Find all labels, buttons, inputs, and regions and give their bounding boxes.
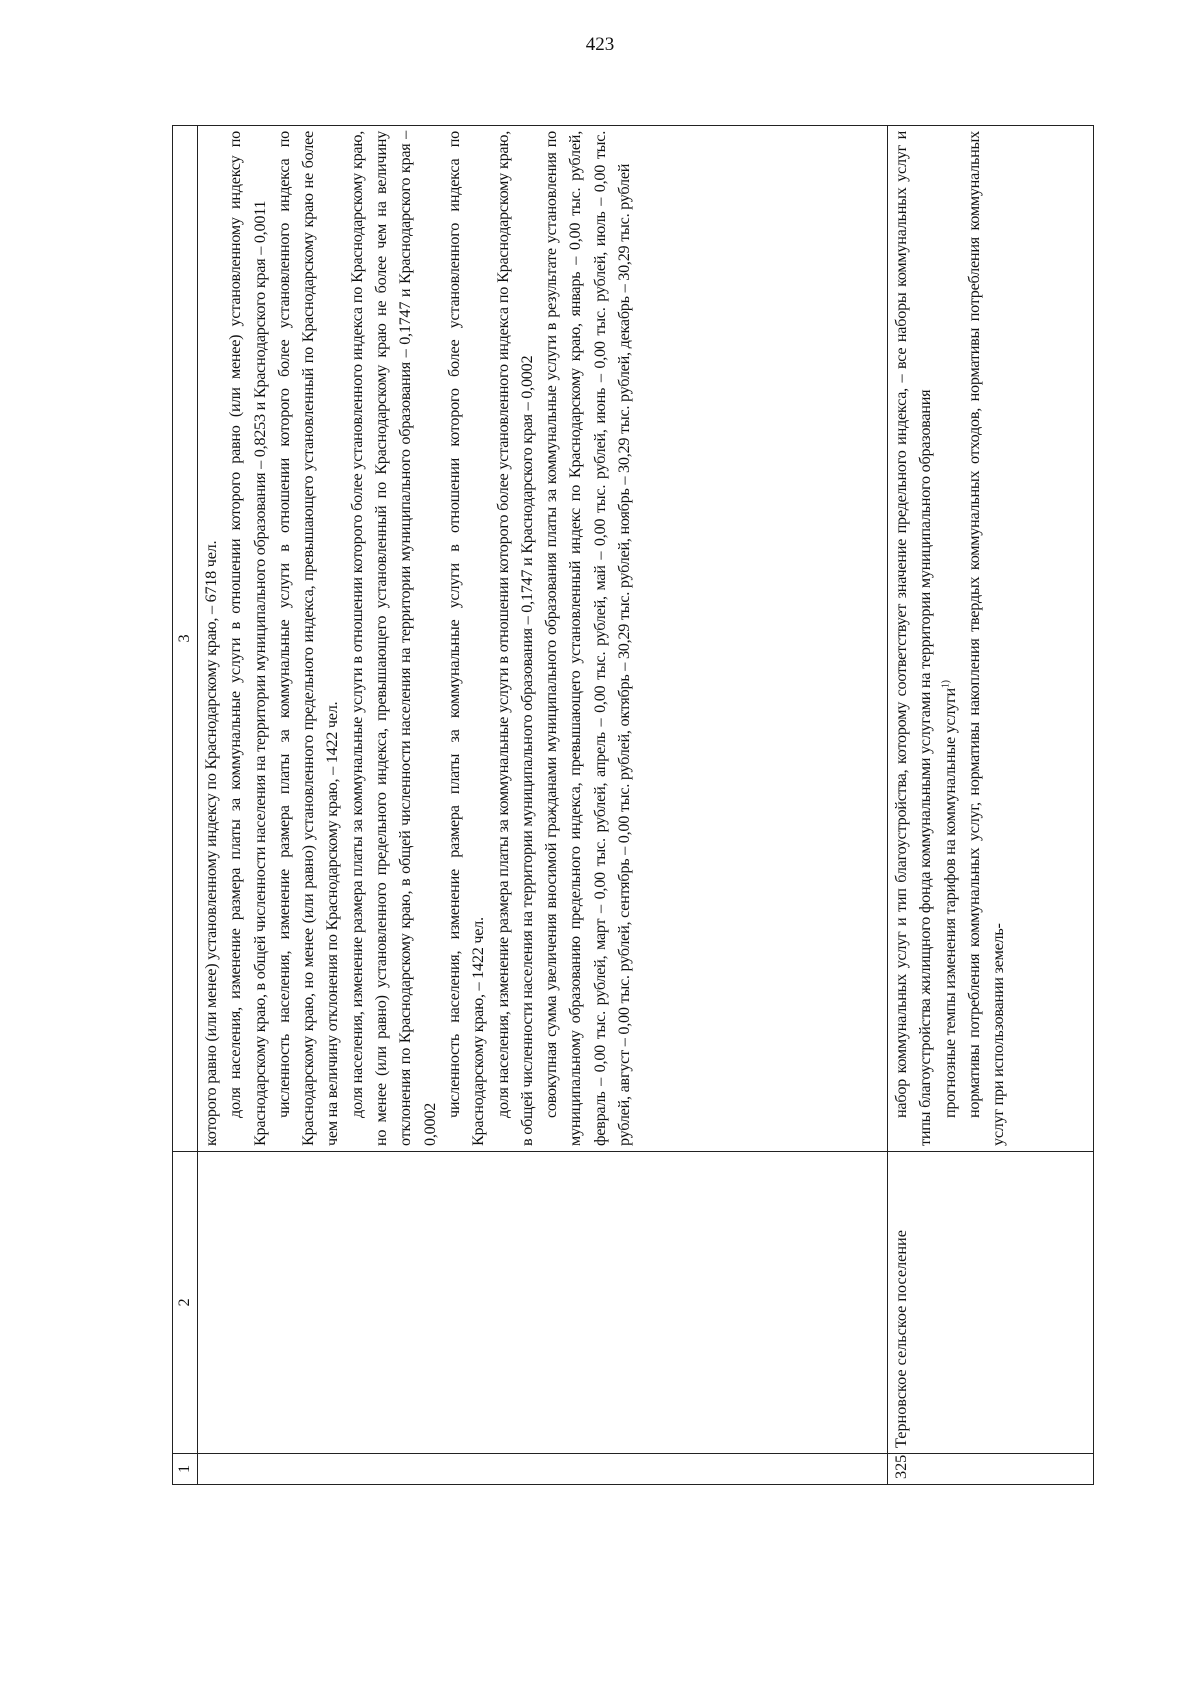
- para-service-set: набор коммунальных услуг и тип благоустройства, которому соответствует значение предельного индекса, – все наборы коммунальных услуг и типы благоустройства жилищного фонда коммунальными услугами на территории муниципального образования: [892, 131, 935, 1146]
- para-total-increase: совокупная сумма увеличения вносимой гражданами муниципального образования платы за коммунальные услуги в результате установления по муниципальному образованию предельного индекса, превышающего установленный индекс по Краснодарскому краю, январь – 0,00 тыс. рублей, февраль – 0,00 тыс. рублей, март – 0,00 тыс. рублей, апрель – 0,00 тыс. рублей, май – 0,00 тыс. рублей, июнь – 0,00 тыс. рублей, июль – 0,00 тыс. рублей, август – 0,00 тыс. рублей, сентябрь – 0,00 тыс. рублей, октябрь – 30,29 тыс. рублей, ноябрь – 30,29 тыс. рублей, декабрь – 30,29 тыс. рублей: [542, 131, 634, 1146]
- header-col-3: 3: [173, 126, 198, 1152]
- row-number: 325: [888, 1454, 1094, 1485]
- rotated-table-container: [172, 125, 1094, 1485]
- header-col-1: 1: [173, 1454, 198, 1485]
- para-count-equal: которого равно (или менее) установленному индексу по Краснодарскому краю, – 6718 чел.: [202, 540, 220, 1146]
- cell-continuation-text: [198, 126, 888, 1152]
- row-325-text: [888, 126, 1094, 1152]
- para-share-equal: доля населения, изменение размера платы за коммунальные услуги в отношении которого равно (или менее) установленному индексу по Краснодарскому краю, в общей численности населения на территории муниципального образования – 0,8253 и Краснодарского края – 0,0011: [226, 131, 269, 1146]
- settlement-name: Терновское сельское поселение: [888, 1152, 1094, 1454]
- para-count-above: численность населения, изменение размера платы за коммунальные услуги в отношении которого более установленного индекса по Краснодарскому краю, – 1422 чел.: [444, 131, 488, 1146]
- tariff-table: [172, 125, 1094, 1485]
- cell-number-empty: [198, 1454, 888, 1485]
- para-tariff-rates-text: прогнозные темпы изменения тарифов на коммунальные услуги: [940, 688, 959, 1118]
- para-share-between: доля населения, изменение размера платы за коммунальные услуги в отношении которого более установленного индекса по Краснодарскому краю, но менее (или равно) установленного предельного индекса, превышающего установленный по Краснодарскому краю не более чем на величину отклонения по Краснодарскому краю, в общей численности населения на территории муниципального образования – 0,1747 и Краснодарского края – 0,0002: [347, 131, 439, 1146]
- cell-name-empty: [198, 1152, 888, 1454]
- page-number: 423: [585, 34, 615, 55]
- para-count-between: численность населения, изменение размера платы за коммунальные услуги в отношении которого более установленного индекса по Краснодарскому краю, но менее (или равно) установленного предельного индекса, превышающего установленный по Краснодарскому краю не более чем на величину отклонения по Краснодарскому краю, – 1422 чел.: [274, 131, 342, 1146]
- table-row-325: [888, 126, 1094, 1485]
- footnote-mark: 1): [940, 680, 952, 689]
- para-norms: нормативы потребления коммунальных услуг, нормативы накопления твердых коммунальных отходов, нормативы потребления коммунальных услуг при использовании земель-: [964, 131, 1008, 1146]
- table-row-continuation: [198, 126, 888, 1485]
- para-share-above: доля населения, изменение размера платы за коммунальные услуги в отношении которого более установленного индекса по Краснодарскому краю, в общей численности населения на территории муниципального образования – 0,1747 и Краснодарского края – 0,0002: [493, 131, 536, 1146]
- para-tariff-rates: [938, 131, 962, 1146]
- table-header-row: [173, 126, 198, 1485]
- header-col-2: 2: [173, 1152, 198, 1454]
